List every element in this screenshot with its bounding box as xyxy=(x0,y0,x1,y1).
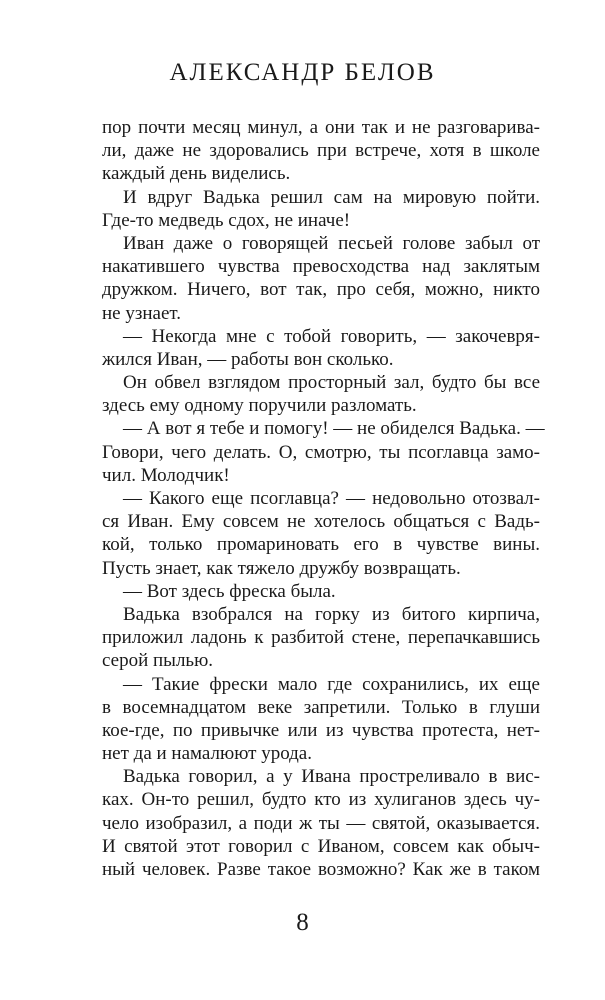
text-line: И вдруг Вадька решил сам на мировую пойти. xyxy=(123,186,540,208)
text-line: чил. Молодчик! xyxy=(102,464,230,486)
text-line: пор почти месяц минул, а они так и не разговарива- xyxy=(102,117,540,138)
text-line: жился Иван, — работы вон сколько. xyxy=(102,348,394,370)
text-line: Вадька взобрался на горку из битого кирпича, xyxy=(123,603,540,625)
text-line: И святой этот говорил с Иваном, совсем как обыч- xyxy=(102,835,540,857)
text-line: приложил ладонь к разбитой стене, перепачкавшись xyxy=(102,627,540,649)
text-line: каждый день виделись. xyxy=(102,163,291,185)
text-line: нет да и намалюют урода. xyxy=(102,743,312,765)
text-line: ный человек. Разве такое возможно? Как же в таком xyxy=(102,859,540,880)
text-line: Иван даже о говорящей песьей голове забыл от xyxy=(123,232,540,254)
text-line: Где-то медведь сдох, не иначе! xyxy=(102,209,351,231)
text-line: кое-где, по привычке или из чувства протеста, нет- xyxy=(102,719,540,741)
text-line: — Некогда мне с тобой говорить, — закочевря- xyxy=(123,325,540,347)
text-line: — Какого еще псоглавца? — недовольно отозвал- xyxy=(123,488,540,509)
text-line: — Вот здесь фреска была. xyxy=(123,580,336,602)
text-line: кой, только промариновать его в чувстве вины. xyxy=(102,534,540,556)
text-line: ках. Он-то решил, будто кто из хулиганов здесь чу- xyxy=(102,789,540,811)
text-line: — А вот я тебе и помогу! — не обиделся Вадька. — xyxy=(123,418,545,440)
text-line: ли, даже не здоровались при встрече, хотя в школе xyxy=(102,140,540,162)
page-body-text xyxy=(102,116,545,881)
text-line: в восемнадцатом веке запретили. Только в глуши xyxy=(102,696,540,718)
text-line: Он обвел взглядом просторный зал, будто бы все xyxy=(123,372,540,394)
text-line: серой пылью. xyxy=(102,650,214,672)
text-line: чело изобразил, а поди ж ты — святой, оказывается. xyxy=(102,812,540,834)
text-line: накатившего чувства превосходства над заклятым xyxy=(102,256,540,278)
text-line: дружком. Ничего, вот так, про себя, можно, никто xyxy=(102,279,540,301)
running-header-author: АЛЕКСАНДР БЕЛОВ xyxy=(169,59,436,86)
page-number: 8 xyxy=(296,909,309,936)
text-line: — Такие фрески мало где сохранились, их еще xyxy=(123,673,540,695)
text-line: не узнает. xyxy=(102,302,182,324)
text-line: Пусть знает, как тяжело дружбу возвращать. xyxy=(102,557,461,579)
text-line: ся Иван. Ему совсем не хотелось общаться с Вадь- xyxy=(102,511,540,533)
text-line: Говори, чего делать. О, смотрю, ты псоглавца замо- xyxy=(102,441,540,463)
text-line: Вадька говорил, а у Ивана простреливало в вис- xyxy=(123,766,540,788)
text-line: здесь ему одному поручили разломать. xyxy=(102,395,417,417)
